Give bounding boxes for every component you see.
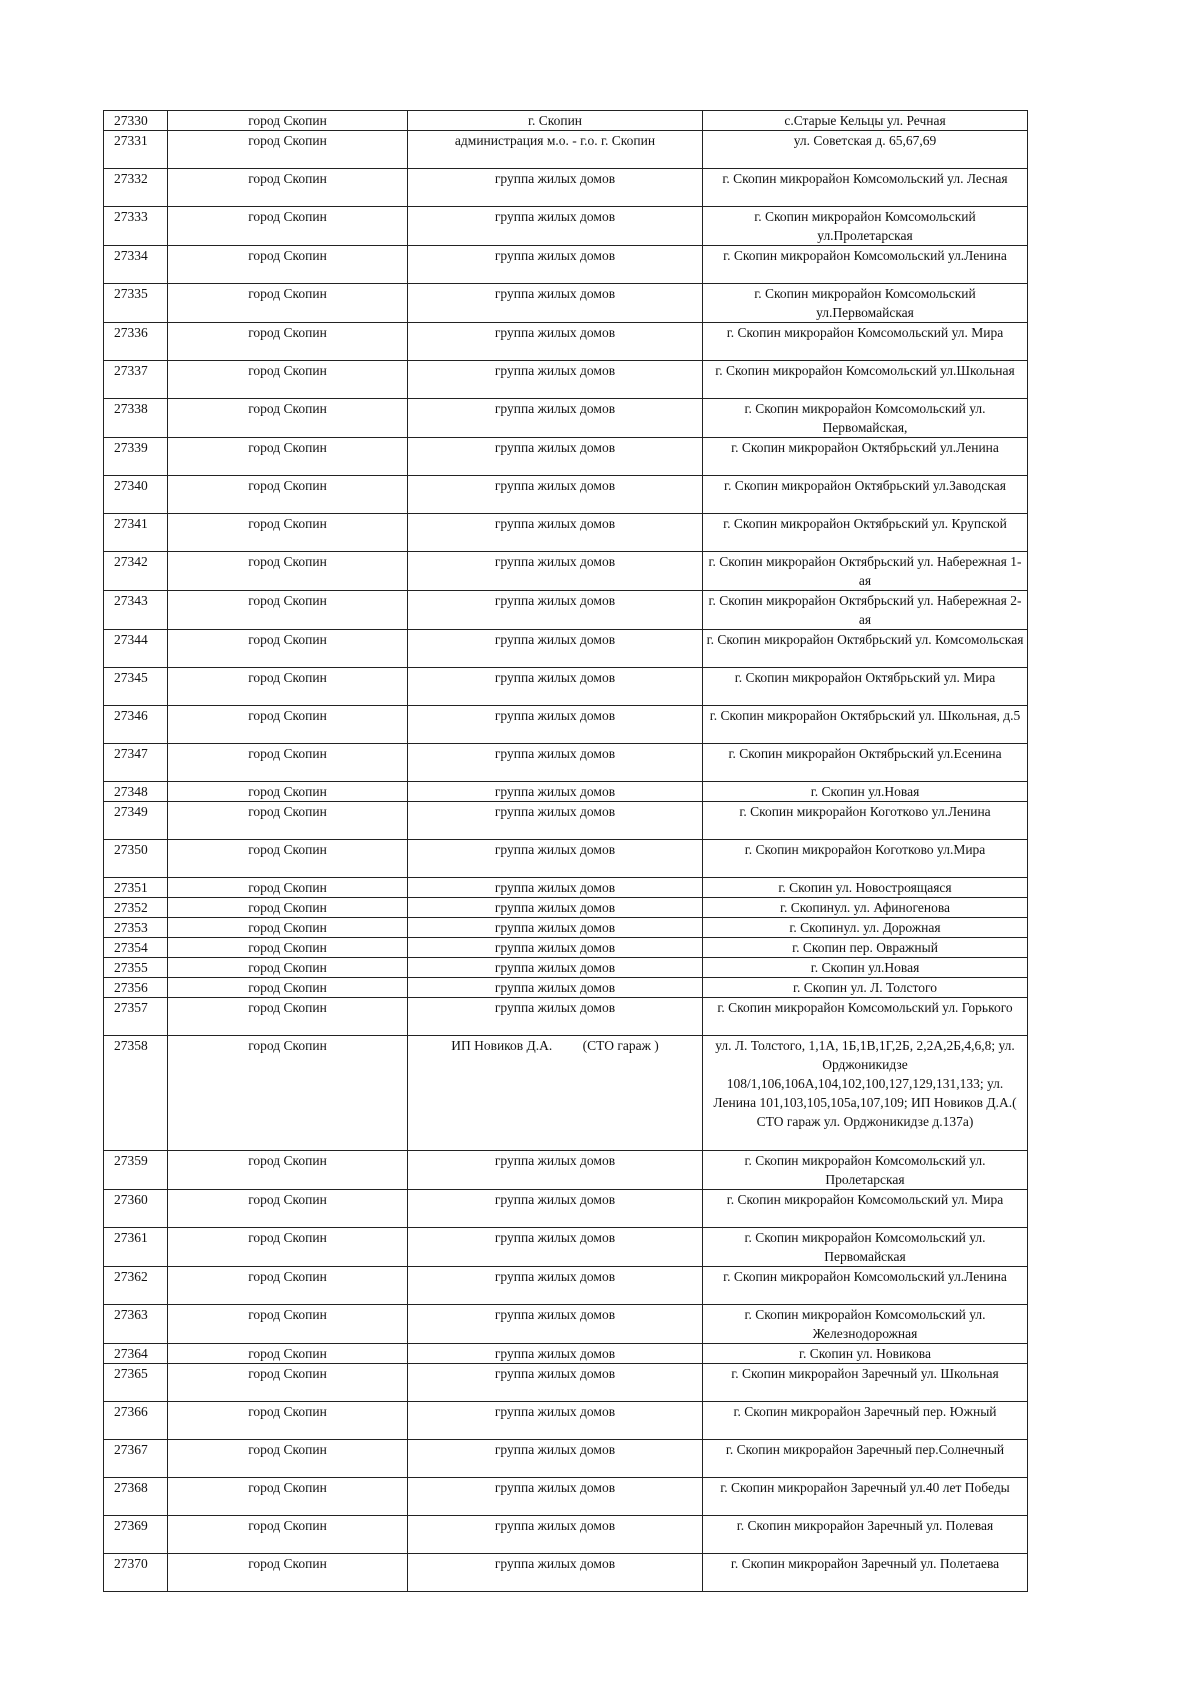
address-cell: г. Скопинул. ул. Дорожная — [703, 918, 1028, 938]
municipality-cell: город Скопин — [168, 1478, 408, 1516]
table-row — [104, 1478, 1028, 1516]
object-cell: группа жилых домов — [408, 706, 703, 744]
table-row — [104, 399, 1028, 438]
object-cell: группа жилых домов — [408, 998, 703, 1036]
row-number: 27356 — [104, 978, 168, 998]
address-cell: г. Скопин микрорайон Октябрьский ул. Мира — [703, 668, 1028, 706]
object-cell: группа жилых домов — [408, 361, 703, 399]
municipality-cell: город Скопин — [168, 1554, 408, 1592]
row-number: 27343 — [104, 591, 168, 630]
municipality-cell: город Скопин — [168, 361, 408, 399]
row-number: 27367 — [104, 1440, 168, 1478]
address-cell: г. Скопин микрорайон Комсомольский ул.Школьная — [703, 361, 1028, 399]
address-cell: г. Скопин микрорайон Октябрьский ул. Набережная 2-ая — [703, 591, 1028, 630]
municipality-cell: город Скопин — [168, 1228, 408, 1267]
row-number: 27349 — [104, 802, 168, 840]
object-cell: администрация м.о. - г.о. г. Скопин — [408, 131, 703, 169]
object-cell: группа жилых домов — [408, 1305, 703, 1344]
object-cell: группа жилых домов — [408, 782, 703, 802]
table-row — [104, 878, 1028, 898]
table-row — [104, 246, 1028, 284]
object-cell: группа жилых домов — [408, 978, 703, 998]
object-cell: группа жилых домов — [408, 898, 703, 918]
object-cell: группа жилых домов — [408, 552, 703, 591]
row-number: 27340 — [104, 476, 168, 514]
table-row — [104, 1151, 1028, 1190]
address-cell: г. Скопин микрорайон Заречный ул. Школьная — [703, 1364, 1028, 1402]
object-cell: группа жилых домов — [408, 630, 703, 668]
municipality-cell: город Скопин — [168, 169, 408, 207]
row-number: 27338 — [104, 399, 168, 438]
address-cell: г. Скопин микрорайон Заречный пер.Солнечный — [703, 1440, 1028, 1478]
municipality-cell: город Скопин — [168, 998, 408, 1036]
municipality-cell: город Скопин — [168, 744, 408, 782]
object-cell: группа жилых домов — [408, 938, 703, 958]
row-number: 27342 — [104, 552, 168, 591]
address-cell: г. Скопин микрорайон Октябрьский ул. Крупской — [703, 514, 1028, 552]
address-cell: г. Скопин микрорайон Комсомольский ул. Мира — [703, 323, 1028, 361]
row-number: 27358 — [104, 1036, 168, 1151]
row-number: 27370 — [104, 1554, 168, 1592]
object-cell: группа жилых домов — [408, 1364, 703, 1402]
object-cell: группа жилых домов — [408, 1440, 703, 1478]
address-cell: г. Скопин микрорайон Комсомольский ул. Горького — [703, 998, 1028, 1036]
table-row — [104, 438, 1028, 476]
row-number: 27346 — [104, 706, 168, 744]
document-table — [103, 110, 1028, 1592]
address-cell: г. Скопин микрорайон Комсомольский ул.Ленина — [703, 1267, 1028, 1305]
address-cell: г. Скопин микрорайон Комсомольский ул. Лесная — [703, 169, 1028, 207]
municipality-cell: город Скопин — [168, 1364, 408, 1402]
municipality-cell: город Скопин — [168, 840, 408, 878]
object-cell: группа жилых домов — [408, 246, 703, 284]
address-cell: ул. Советская д. 65,67,69 — [703, 131, 1028, 169]
municipality-cell: город Скопин — [168, 207, 408, 246]
municipality-cell: город Скопин — [168, 246, 408, 284]
row-number: 27359 — [104, 1151, 168, 1190]
row-number: 27339 — [104, 438, 168, 476]
table-row — [104, 1344, 1028, 1364]
table-row — [104, 131, 1028, 169]
address-cell: г. Скопин микрорайон Заречный ул. Полевая — [703, 1516, 1028, 1554]
table-row — [104, 514, 1028, 552]
object-cell: группа жилых домов — [408, 438, 703, 476]
address-cell: г. Скопин микрорайон Комсомольский ул. Пролетарская — [703, 1151, 1028, 1190]
municipality-cell: город Скопин — [168, 552, 408, 591]
municipality-cell: город Скопин — [168, 111, 408, 131]
table-row — [104, 111, 1028, 131]
address-cell: г. Скопин ул. Л. Толстого — [703, 978, 1028, 998]
row-number: 27345 — [104, 668, 168, 706]
object-cell: группа жилых домов — [408, 1228, 703, 1267]
address-cell: г. Скопин микрорайон Коготково ул.Ленина — [703, 802, 1028, 840]
object-cell: группа жилых домов — [408, 399, 703, 438]
object-cell: группа жилых домов — [408, 207, 703, 246]
table-body — [104, 111, 1028, 1592]
row-number: 27348 — [104, 782, 168, 802]
row-number: 27357 — [104, 998, 168, 1036]
address-cell: г. Скопинул. ул. Афиногенова — [703, 898, 1028, 918]
object-cell: группа жилых домов — [408, 840, 703, 878]
address-cell: г. Скопин микрорайон Комсомольский ул.Первомайская — [703, 284, 1028, 323]
table-row — [104, 630, 1028, 668]
municipality-cell: город Скопин — [168, 782, 408, 802]
address-cell: г. Скопин микрорайон Комсомольский ул.Пролетарская — [703, 207, 1028, 246]
table-row — [104, 1364, 1028, 1402]
table-row — [104, 958, 1028, 978]
row-number: 27350 — [104, 840, 168, 878]
row-number: 27337 — [104, 361, 168, 399]
table-row — [104, 782, 1028, 802]
object-cell: группа жилых домов — [408, 958, 703, 978]
table-row — [104, 361, 1028, 399]
municipality-cell: город Скопин — [168, 476, 408, 514]
table-row — [104, 284, 1028, 323]
object-cell: группа жилых домов — [408, 1344, 703, 1364]
table-row — [104, 668, 1028, 706]
table-row — [104, 476, 1028, 514]
object-cell: группа жилых домов — [408, 323, 703, 361]
municipality-cell: город Скопин — [168, 1402, 408, 1440]
table-row — [104, 323, 1028, 361]
address-cell: г. Скопин микрорайон Комсомольский ул.Ленина — [703, 246, 1028, 284]
object-cell: группа жилых домов — [408, 1478, 703, 1516]
address-cell: г. Скопин пер. Овражный — [703, 938, 1028, 958]
row-number: 27354 — [104, 938, 168, 958]
table-row — [104, 840, 1028, 878]
table-row — [104, 1228, 1028, 1267]
row-number: 27347 — [104, 744, 168, 782]
municipality-cell: город Скопин — [168, 878, 408, 898]
object-cell: г. Скопин — [408, 111, 703, 131]
row-number: 27365 — [104, 1364, 168, 1402]
table-row — [104, 1516, 1028, 1554]
row-number: 27352 — [104, 898, 168, 918]
table-row — [104, 591, 1028, 630]
address-cell: г. Скопин микрорайон Октябрьский ул.Есенина — [703, 744, 1028, 782]
table-row — [104, 1554, 1028, 1592]
address-cell: г. Скопин микрорайон Заречный пер. Южный — [703, 1402, 1028, 1440]
object-cell: группа жилых домов — [408, 1516, 703, 1554]
object-cell: группа жилых домов — [408, 878, 703, 898]
address-cell: г. Скопин микрорайон Комсомольский ул. Первомайская, — [703, 399, 1028, 438]
row-number: 27331 — [104, 131, 168, 169]
row-number: 27369 — [104, 1516, 168, 1554]
address-cell: г. Скопин микрорайон Октябрьский ул. Набережная 1-ая — [703, 552, 1028, 591]
municipality-cell: город Скопин — [168, 1440, 408, 1478]
object-cell: группа жилых домов — [408, 1402, 703, 1440]
municipality-cell: город Скопин — [168, 438, 408, 476]
object-cell: ИП Новиков Д.А. (СТО гараж ) — [408, 1036, 703, 1151]
row-number: 27334 — [104, 246, 168, 284]
table-row — [104, 1402, 1028, 1440]
object-cell: группа жилых домов — [408, 476, 703, 514]
address-cell: г. Скопин микрорайон Комсомольский ул. Мира — [703, 1190, 1028, 1228]
row-number: 27366 — [104, 1402, 168, 1440]
row-number: 27353 — [104, 918, 168, 938]
table-row — [104, 207, 1028, 246]
address-cell: г. Скопин микрорайон Коготково ул.Мира — [703, 840, 1028, 878]
object-cell: группа жилых домов — [408, 1267, 703, 1305]
row-number: 27335 — [104, 284, 168, 323]
municipality-cell: город Скопин — [168, 918, 408, 938]
table-row — [104, 918, 1028, 938]
address-cell: г. Скопин микрорайон Комсомольский ул. Первомайская — [703, 1228, 1028, 1267]
municipality-cell: город Скопин — [168, 131, 408, 169]
address-cell: с.Старые Кельцы ул. Речная — [703, 111, 1028, 131]
row-number: 27332 — [104, 169, 168, 207]
municipality-cell: город Скопин — [168, 630, 408, 668]
address-cell: г. Скопин микрорайон Октябрьский ул. Комсомольская — [703, 630, 1028, 668]
row-number: 27361 — [104, 1228, 168, 1267]
table-row — [104, 898, 1028, 918]
municipality-cell: город Скопин — [168, 958, 408, 978]
object-cell: группа жилых домов — [408, 284, 703, 323]
municipality-cell: город Скопин — [168, 802, 408, 840]
table-row — [104, 744, 1028, 782]
table-row — [104, 978, 1028, 998]
municipality-cell: город Скопин — [168, 1151, 408, 1190]
table-row — [104, 938, 1028, 958]
table-row — [104, 169, 1028, 207]
municipality-cell: город Скопин — [168, 706, 408, 744]
municipality-cell: город Скопин — [168, 591, 408, 630]
address-cell: г. Скопин ул. Новикова — [703, 1344, 1028, 1364]
table-row — [104, 706, 1028, 744]
table-row — [104, 998, 1028, 1036]
table-row — [104, 1440, 1028, 1478]
municipality-cell: город Скопин — [168, 514, 408, 552]
row-number: 27341 — [104, 514, 168, 552]
address-cell: г. Скопин ул.Новая — [703, 958, 1028, 978]
address-cell: г. Скопин ул. Новостроящаяся — [703, 878, 1028, 898]
municipality-cell: город Скопин — [168, 399, 408, 438]
address-cell: г. Скопин микрорайон Октябрьский ул.Заводская — [703, 476, 1028, 514]
row-number: 27355 — [104, 958, 168, 978]
address-cell: г. Скопин микрорайон Заречный ул.40 лет Победы — [703, 1478, 1028, 1516]
table-row — [104, 1190, 1028, 1228]
municipality-cell: город Скопин — [168, 938, 408, 958]
row-number: 27363 — [104, 1305, 168, 1344]
table-row — [104, 1305, 1028, 1344]
row-number: 27360 — [104, 1190, 168, 1228]
object-cell: группа жилых домов — [408, 1190, 703, 1228]
address-cell: ул. Л. Толстого, 1,1А, 1Б,1В,1Г,2Б, 2,2А,2Б,4,6,8; ул. Орджоникидзе 108/1,106,106А,104,102,100,127,129,131,133; ул. Ленина 101,103,105,105а,107,109; ИП Новиков Д.А.( СТО гараж ул. Орджоникидзе д.137а) — [703, 1036, 1028, 1151]
municipality-cell: город Скопин — [168, 1267, 408, 1305]
row-number: 27362 — [104, 1267, 168, 1305]
row-number: 27368 — [104, 1478, 168, 1516]
row-number: 27344 — [104, 630, 168, 668]
table-row — [104, 1267, 1028, 1305]
object-cell: группа жилых домов — [408, 918, 703, 938]
object-cell: группа жилых домов — [408, 668, 703, 706]
address-cell: г. Скопин микрорайон Комсомольский ул. Железнодорожная — [703, 1305, 1028, 1344]
row-number: 27336 — [104, 323, 168, 361]
object-cell: группа жилых домов — [408, 1151, 703, 1190]
object-cell: группа жилых домов — [408, 514, 703, 552]
object-cell: группа жилых домов — [408, 802, 703, 840]
object-cell: группа жилых домов — [408, 1554, 703, 1592]
municipality-cell: город Скопин — [168, 1190, 408, 1228]
object-cell: группа жилых домов — [408, 744, 703, 782]
row-number: 27330 — [104, 111, 168, 131]
municipality-cell: город Скопин — [168, 668, 408, 706]
table-row — [104, 1036, 1028, 1151]
municipality-cell: город Скопин — [168, 323, 408, 361]
municipality-cell: город Скопин — [168, 1516, 408, 1554]
municipality-cell: город Скопин — [168, 1036, 408, 1151]
table-row — [104, 552, 1028, 591]
address-cell: г. Скопин микрорайон Октябрьский ул. Школьная, д.5 — [703, 706, 1028, 744]
municipality-cell: город Скопин — [168, 1305, 408, 1344]
address-cell: г. Скопин микрорайон Заречный ул. Полетаева — [703, 1554, 1028, 1592]
address-cell: г. Скопин ул.Новая — [703, 782, 1028, 802]
row-number: 27364 — [104, 1344, 168, 1364]
object-cell: группа жилых домов — [408, 169, 703, 207]
object-cell: группа жилых домов — [408, 591, 703, 630]
row-number: 27351 — [104, 878, 168, 898]
table-row — [104, 802, 1028, 840]
municipality-cell: город Скопин — [168, 978, 408, 998]
municipality-cell: город Скопин — [168, 1344, 408, 1364]
municipality-cell: город Скопин — [168, 284, 408, 323]
address-cell: г. Скопин микрорайон Октябрьский ул.Ленина — [703, 438, 1028, 476]
municipality-cell: город Скопин — [168, 898, 408, 918]
row-number: 27333 — [104, 207, 168, 246]
